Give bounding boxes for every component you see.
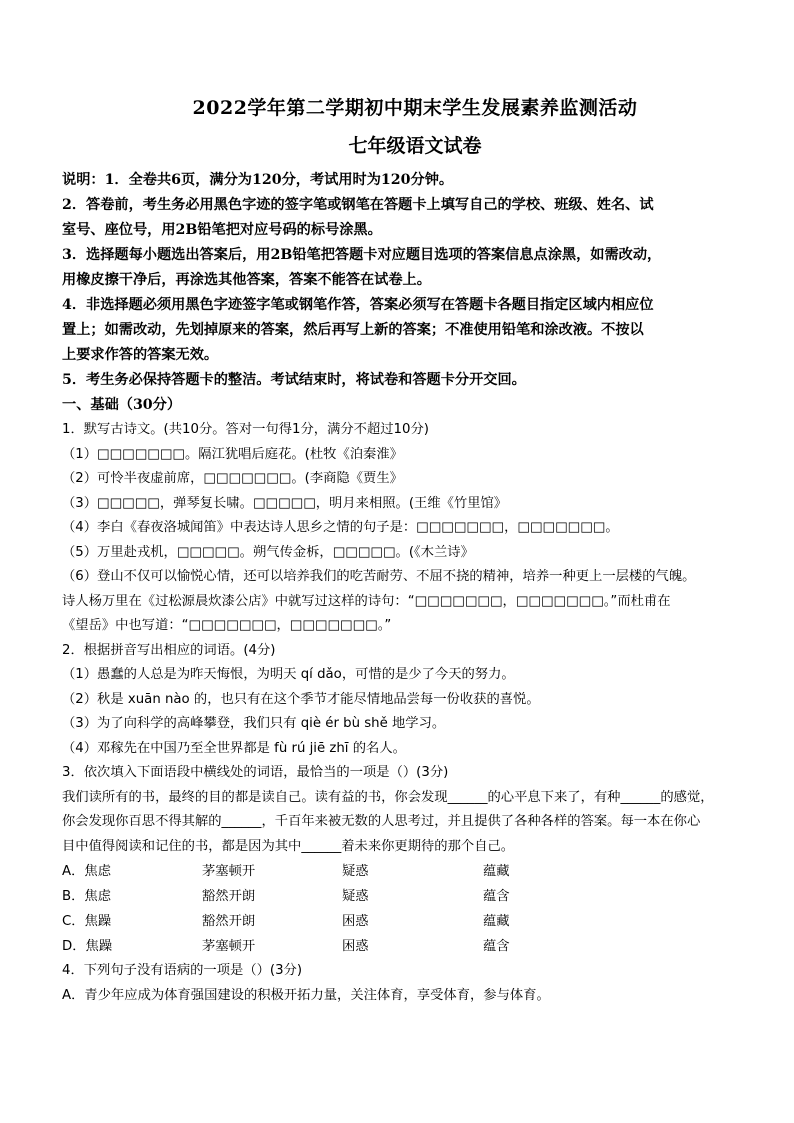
option-d — [62, 934, 740, 959]
instruction-line: 说明：1．全卷共6页，满分为120分，考试用时为120分钟。 — [62, 172, 454, 188]
option-cell: D．焦躁 — [62, 939, 113, 954]
option-b — [62, 884, 740, 909]
passage-line: 你会发现你百思不得其解的______，千百年来被无数的人思考过，并且提供了各种各样的答案。每一本在你心 — [62, 814, 701, 829]
instruction-line: 用橡皮擦干净后，再涂选其他答案，答案不能答在试卷上。 — [62, 272, 431, 288]
option-cell: A．焦虑 — [62, 864, 111, 879]
option-cell: 豁然开朗 — [202, 889, 256, 904]
question-stem: 1．默写古诗文。(共10分。答对一句得1分，满分不超过10分) — [62, 422, 429, 437]
option-cell: 困惑 — [342, 939, 369, 954]
question-line: （5）万里赴戎机，□□□□□。朔气传金柝，□□□□□。(《木兰诗》 — [62, 544, 474, 560]
option-c — [62, 909, 740, 934]
question-line: （6）登山不仅可以愉悦心情，还可以培养我们的吃苦耐劳、不屈不挠的精神，培养一种更上一层楼的气魄。 — [62, 569, 696, 584]
option-cell: 蕴含 — [483, 939, 510, 954]
question-line: 诗人杨万里在《过松源晨炊漆公店》中就写过这样的诗句：“□□□□□□□，□□□□□□□。”而杜甫在 — [62, 593, 671, 609]
question-stem: 4．下列句子没有语病的一项是（）(3分) — [62, 963, 303, 978]
question-line: （3）为了向科学的高峰攀登，我们只有 qiè ér bù shě 地学习。 — [62, 716, 446, 731]
instruction-line: 4．非选择题必须用黑色字迹签字笔或钢笔作答，答案必须写在答题卡各题目指定区域内相应位 — [62, 297, 654, 313]
question-3 — [62, 761, 740, 959]
question-line: A．青少年应成为体育强国建设的积极开拓力量，关注体育，享受体育，参与体育。 — [62, 987, 550, 1003]
option-cell: 蕴含 — [483, 889, 510, 904]
question-line: （4）邓稼先在中国乃至全世界都是 fù rú jiē zhī 的名人。 — [62, 740, 406, 756]
exam-title: 2022学年第二学期初中期末学生发展素养监测活动 — [192, 97, 638, 119]
question-line: （2）可怜半夜虚前席，□□□□□□□。(李商隐《贾生》 — [62, 471, 403, 486]
question-line: 《望岳》中也写道：“□□□□□□□，□□□□□□□。” — [62, 618, 392, 633]
option-cell: 蕴藏 — [483, 864, 510, 879]
question-1 — [62, 418, 740, 639]
exam-subtitle: 七年级语文试卷 — [348, 135, 482, 157]
instruction-line: 上要求作答的答案无效。 — [62, 347, 219, 363]
question-line: （1）□□□□□□□。隔江犹唱后庭花。(杜牧《泊秦淮》 — [62, 446, 403, 462]
instruction-line: 3．选择题每小题选出答案后，用2B铅笔把答题卡对应题目选项的答案信息点涂黑，如需改动， — [62, 247, 662, 263]
instruction-line: 室号、座位号，用2B铅笔把对应号码的标号涂黑。 — [62, 222, 382, 238]
question-line: （2）秋是 xuān nào 的，也只有在这个季节才能尽情地品尝每一份收获的喜悦。 — [62, 691, 540, 707]
question-2 — [62, 639, 740, 762]
question-stem: 2．根据拼音写出相应的词语。(4分) — [62, 642, 276, 658]
instruction-line: 5．考生务必保持答题卡的整洁。考试结束时，将试卷和答题卡分开交回。 — [62, 372, 526, 388]
question-4 — [62, 959, 740, 1008]
option-cell: C．焦躁 — [62, 914, 112, 929]
section-heading: 一、基础（30分） — [62, 397, 182, 413]
option-cell: 豁然开朗 — [202, 914, 256, 929]
option-cell: 茅塞顿开 — [202, 939, 256, 954]
question-stem: 3．依次填入下面语段中横线处的词语，最恰当的一项是（）(3分) — [62, 765, 449, 780]
option-cell: 疑惑 — [342, 864, 369, 879]
question-line: （4）李白《春夜洛城闻笛》中表达诗人思乡之情的句子是：□□□□□□□，□□□□□□□。 — [62, 520, 619, 535]
instruction-line: 置上；如需改动，先划掉原来的答案，然后再写上新的答案；不准使用铅笔和涂改液。不按以 — [62, 322, 644, 338]
question-line: （1）愚蠢的人总是为昨天悔恨，为明天 qí dǎo，可惜的是少了今天的努力。 — [62, 667, 515, 682]
option-a — [62, 859, 740, 884]
option-cell: B．焦虑 — [62, 889, 112, 904]
instructions-block — [62, 168, 740, 418]
passage-line: 我们读所有的书，最终的目的都是读自己。读有益的书，你会发现______的心平息下来了，有种______的感觉， — [62, 789, 714, 805]
question-line: （3）□□□□□，弹琴复长啸。□□□□□，明月来相照。(王维《竹里馆》 — [62, 495, 508, 511]
option-cell: 疑惑 — [342, 889, 369, 904]
option-cell: 困惑 — [342, 914, 369, 929]
passage-line: 目中值得阅读和记住的书，都是因为其中______着未来你更期待的那个自己。 — [62, 838, 515, 854]
instruction-line: 2．答卷前，考生务必用黑色字迹的签字笔或钢笔在答题卡上填写自己的学校、班级、姓名、试 — [62, 197, 654, 213]
option-cell: 蕴藏 — [483, 914, 510, 929]
option-cell: 茅塞顿开 — [202, 864, 256, 879]
